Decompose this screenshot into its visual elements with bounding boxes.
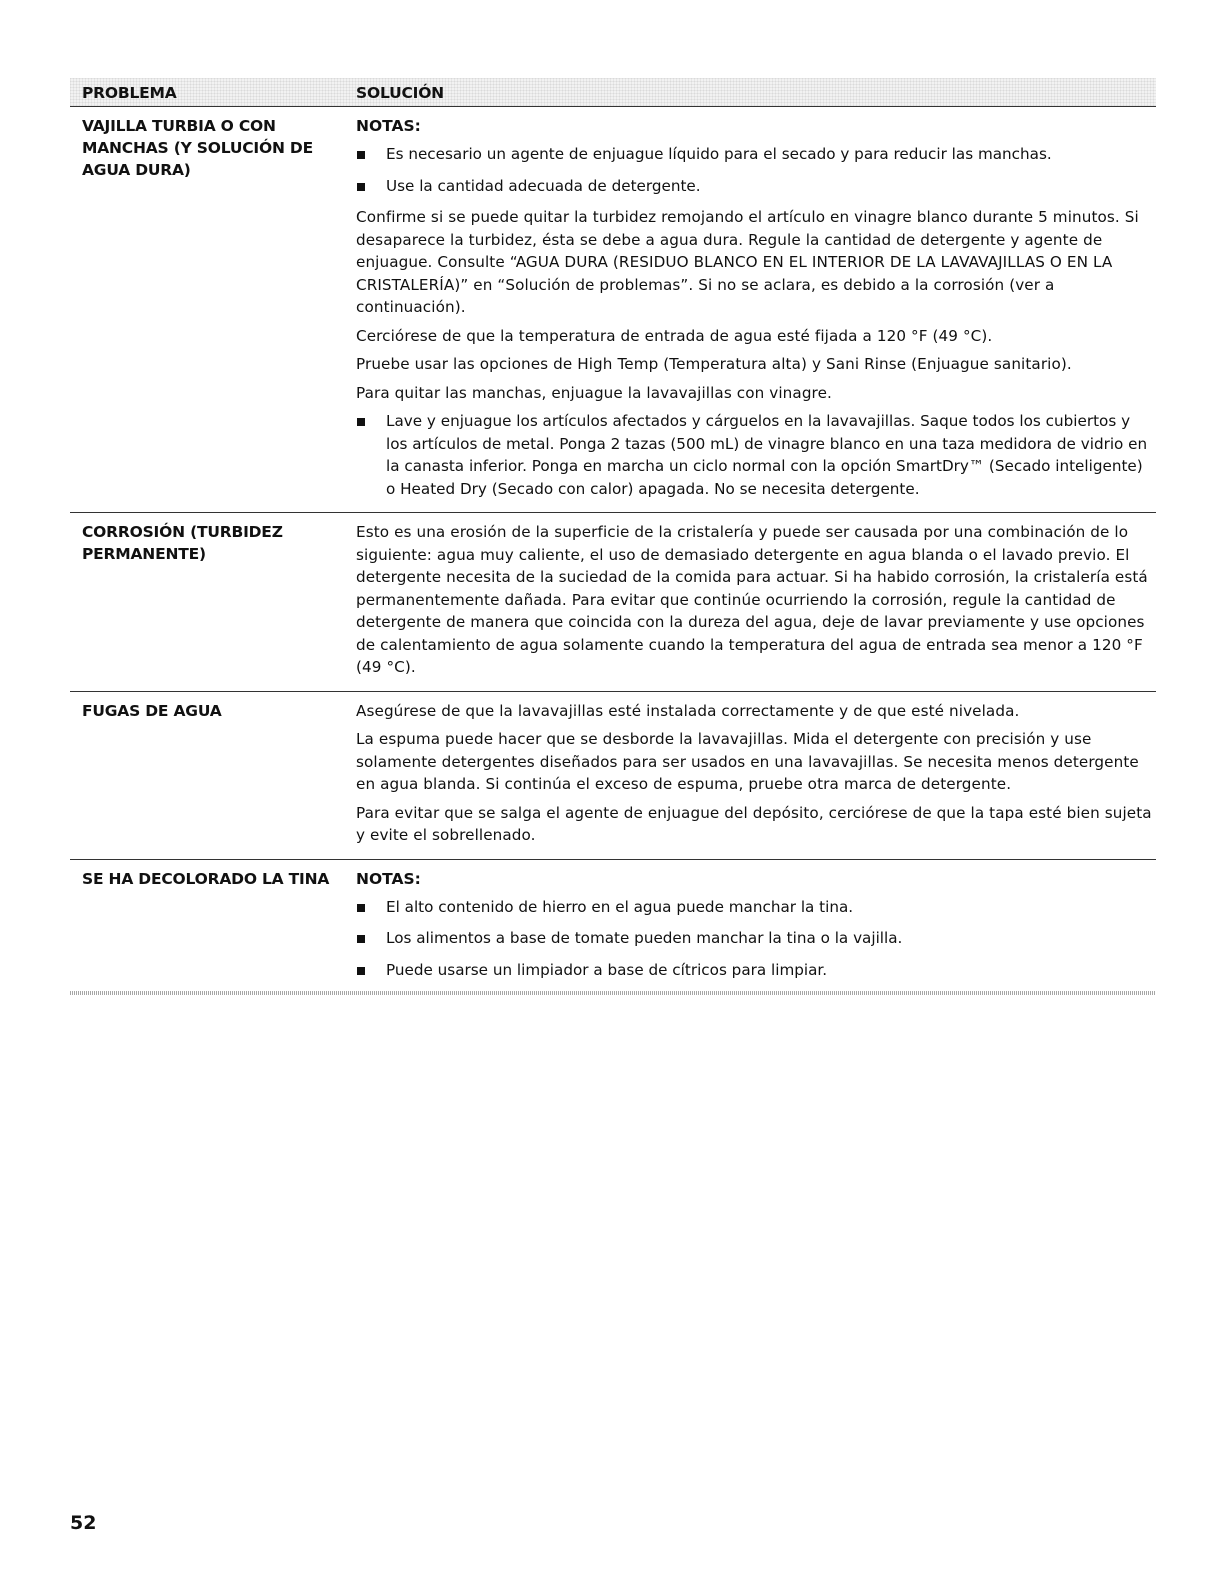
solution-paragraph: Cerciórese de que la temperatura de entrada de agua esté fijada a 120 °F (49 °C). xyxy=(356,326,993,345)
solution-paragraph: Asegúrese de que la lavavajillas esté instalada correctamente y de que esté nivelada. xyxy=(356,701,1020,720)
table-row xyxy=(70,860,1156,994)
list-item: Los alimentos a base de tomate pueden manchar la tina o la vajilla. xyxy=(356,927,1152,950)
list-item: El alto contenido de hierro en el agua puede manchar la tina. xyxy=(356,896,1152,919)
header-solution: SOLUCIÓN xyxy=(356,83,444,102)
table-row xyxy=(70,513,1156,692)
steps-list xyxy=(356,410,1152,500)
page-number: 52 xyxy=(70,1512,97,1534)
notes-label: NOTAS: xyxy=(356,869,421,888)
table-header xyxy=(70,78,1156,107)
solution-paragraph: Para evitar que se salga el agente de enjuague del depósito, cerciórese de que la tapa esté bien sujeta y evite el sobrellenado. xyxy=(356,803,1152,844)
solution-paragraph: Para quitar las manchas, enjuague la lavavajillas con vinagre. xyxy=(356,383,832,402)
solution-paragraph: La espuma puede hacer que se desborde la lavavajillas. Mida el detergente con precisión y use solamente detergentes diseñados para ser usados en una lavavajillas. Se necesita menos detergente en agua blanda. Si continúa el exceso de espuma, pruebe otra marca de detergente. xyxy=(356,730,1139,793)
solution-paragraph: Pruebe usar las opciones de High Temp (Temperatura alta) y Sani Rinse (Enjuague sanitario). xyxy=(356,355,1072,373)
notes-label: NOTAS: xyxy=(356,117,421,135)
problem-label: CORROSIÓN (TURBIDEZ PERMANENTE) xyxy=(82,523,283,563)
header-problem: PROBLEMA xyxy=(82,83,177,102)
problem-label: VAJILLA TURBIA O CON MANCHAS (Y SOLUCIÓN DE AGUA DURA) xyxy=(82,117,313,179)
table-row xyxy=(70,692,1156,860)
list-item: Puede usarse un limpiador a base de cítricos para limpiar. xyxy=(356,959,1152,982)
list-item: Use la cantidad adecuada de detergente. xyxy=(356,175,1152,198)
list-item: Lave y enjuague los artículos afectados y cárguelos en la lavavajillas. Saque todos los cubiertos y los artículos de metal. Ponga 2 tazas (500 mL) de vinagre blanco en una taza medidora de vidrio en la canasta inferior. Ponga en marcha un ciclo normal con la opción SmartDry™ (Secado inteligente) o Heated Dry (Secado con calor) apagada. No se necesita detergente. xyxy=(356,410,1152,500)
troubleshooting-table xyxy=(70,78,1156,995)
problem-label: SE HA DECOLORADO LA TINA xyxy=(82,869,330,888)
table-row xyxy=(70,107,1156,513)
notes-list xyxy=(356,143,1152,197)
list-item: Es necesario un agente de enjuague líquido para el secado y para reducir las manchas. xyxy=(356,143,1152,166)
table-bottom-rule xyxy=(70,991,1156,995)
solution-paragraph: Esto es una erosión de la superficie de la cristalería y puede ser causada por una combinación de lo siguiente: agua muy caliente, el uso de demasiado detergente en agua blanda o el lavado previo. El detergente necesita de la suciedad de la comida para actuar. Si ha habido corrosión, la cristalería está permanentemente dañada. Para evitar que continúe ocurriendo la corrosión, regule la cantidad de detergente de manera que coincida con la dureza del agua, deje de lavar previamente y use opciones de calentamiento de agua solamente cuando la temperatura del agua de entrada sea menor a 120 °F (49 °C). xyxy=(356,523,1148,676)
problem-label: FUGAS DE AGUA xyxy=(82,701,222,720)
solution-paragraph: Confirme si se puede quitar la turbidez remojando el artículo en vinagre blanco durante 5 minutos. Si desaparece la turbidez, ésta se debe a agua dura. Regule la cantidad de detergente y agente de enjuague. Consulte “AGUA DURA (RESIDUO BLANCO EN EL INTERIOR DE LA LAVAVAJILLAS O EN LA CRISTALERÍA)” en “Solución de problemas”. Si no se aclara, es debido a la corrosión (ver a continuación). xyxy=(356,208,1139,316)
notes-list xyxy=(356,896,1152,982)
